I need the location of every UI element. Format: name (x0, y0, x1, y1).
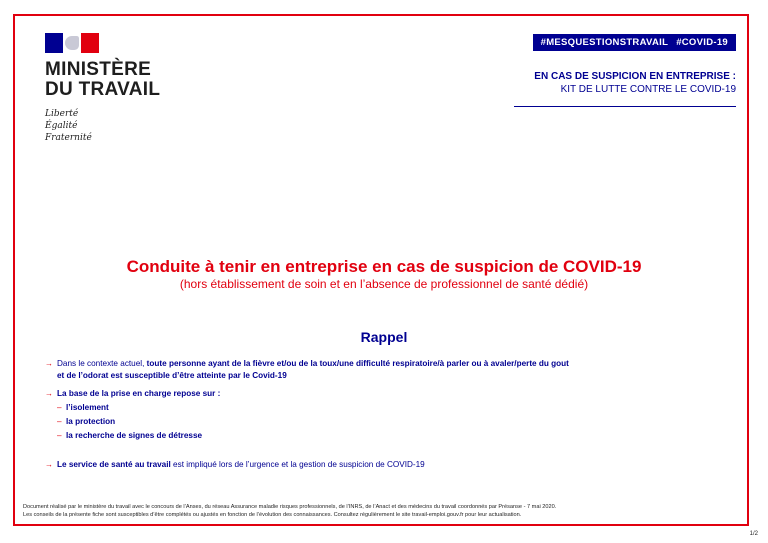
list-item (57, 402, 725, 414)
rappel-content (45, 358, 725, 471)
kit-heading-line1: EN CAS DE SUSPICION EN ENTREPRISE : (534, 71, 736, 82)
list-item-detresse: la recherche de signes de détresse (66, 431, 203, 440)
arrow-right-icon: → (45, 359, 53, 368)
hashtag-mesquestionstravail: #MESQUESTIONSTRAVAIL (540, 37, 669, 48)
paragraph-prise-en-charge-text: La base de la prise en charge repose sur : (57, 389, 221, 398)
list-item (57, 430, 725, 442)
paragraph-symptoms-bold-b: et de l’odorat est susceptible d’être atteinte par le Covid-19 (57, 371, 287, 380)
paragraph-service-sante-bold: Le service de santé au travail (57, 460, 171, 469)
paragraph-prise-en-charge (45, 388, 725, 400)
hashtag-banner (533, 34, 736, 51)
paragraph-symptoms (45, 358, 725, 382)
list-item (57, 416, 725, 428)
footer-note (23, 504, 723, 519)
marianne-flag-icon (45, 33, 99, 53)
dash-bullet-icon: – (57, 431, 62, 440)
motto-liberte: Liberté (45, 109, 79, 119)
footer-line1: Document réalisé par le ministère du travail avec le concours de l’Anses, du réseau Assurance maladie risques professionnels, de l’INRS, de l’Anact et des médecins du travail coordonnés par Présanse - 7 mai 2020. (23, 504, 557, 510)
page-subtitle: (hors établissement de soin et en l’absence de professionnel de santé dédié) (179, 277, 589, 291)
dash-bullet-icon: – (57, 417, 62, 426)
paragraph-symptoms-bold-a: toute personne ayant de la fièvre et/ou de la toux/une difficulté respiratoire/à parler ou à avaler/perte du gout (146, 359, 569, 368)
dash-bullet-icon: – (57, 403, 62, 412)
republic-motto (45, 108, 160, 144)
kit-heading (534, 70, 736, 96)
footer-line2: Les conseils de la présente fiche sont susceptibles d’être complétés ou ajustés en fonction de l’évolution des connaissances. Consultez régulièrement le site travail-emploi.gouv.fr pour leur actualisation. (23, 511, 522, 518)
arrow-right-icon: → (45, 389, 53, 398)
hashtag-covid19: #COVID-19 (676, 37, 728, 48)
paragraph-symptoms-prefix: Dans le contexte actuel, (57, 359, 147, 368)
section-title-rappel: Rappel (360, 329, 408, 345)
list-item-protection: la protection (66, 417, 116, 426)
kit-underline (514, 106, 736, 107)
paragraph-service-sante (45, 459, 725, 471)
ministry-name-line1: MINISTÈRE (45, 59, 152, 80)
arrow-right-icon: → (45, 460, 53, 469)
paragraph-service-sante-rest: est impliqué lors de l’urgence et la gestion de suspicion de COVID-19 (170, 460, 425, 469)
page-title: Conduite à tenir en entreprise en cas de suspicion de COVID-19 (126, 257, 642, 276)
list-item-isolement: l’isolement (66, 403, 109, 412)
motto-fraternite: Fraternité (45, 133, 92, 143)
kit-heading-line2: KIT DE LUTTE CONTRE LE COVID-19 (560, 84, 736, 95)
ministry-name-line2: DU TRAVAIL (45, 79, 161, 100)
motto-egalite: Égalité (45, 121, 78, 131)
page-number: 1/2 (749, 531, 758, 537)
ministry-name (45, 60, 160, 100)
ministry-logo (45, 33, 160, 144)
